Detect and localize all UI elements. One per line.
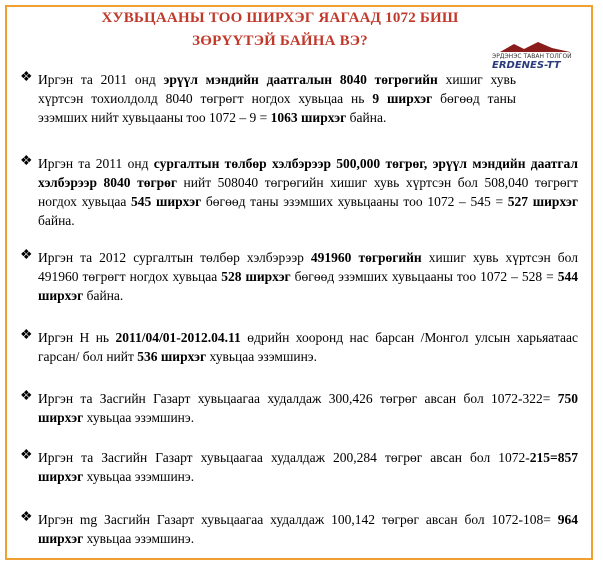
list-item — [20, 248, 578, 305]
list-item — [20, 389, 578, 427]
list-item — [20, 154, 579, 230]
bullet-icon: ❖ — [20, 328, 33, 343]
mountain-icon — [500, 42, 570, 52]
bold-text-segment: 964 ширхэг — [38, 512, 578, 546]
list-item-text — [38, 510, 578, 548]
list-item-text — [38, 448, 578, 486]
bullet-icon: ❖ — [20, 389, 33, 404]
list-item-text — [38, 70, 516, 127]
list-item — [20, 448, 578, 486]
text-segment: бөгөөд таны эзэмших хувьцааны тоо 1072 – 545 = — [201, 194, 508, 209]
bold-text-segment: 528 ширхэг — [221, 269, 291, 284]
bullet-icon: ❖ — [20, 154, 33, 169]
bold-text-segment: 545 ширхэг — [131, 194, 202, 209]
bullet-icon: ❖ — [20, 70, 33, 85]
text-segment: байна. — [38, 213, 75, 228]
bold-text-segment: 750 ширхэг — [38, 391, 578, 425]
list-item — [20, 70, 516, 127]
logo-bottom-text: ERDENES-TT — [492, 60, 561, 71]
text-segment: Иргэн та Засгийн Газарт хувьцаагаа худалдаж 200,284 төгрөг авсан бол 1072- — [38, 450, 530, 465]
bold-text-segment: 2011/04/01-2012.04.11 — [115, 330, 241, 345]
text-segment: Иргэн та 2011 онд — [38, 72, 164, 87]
bold-text-segment: эрүүл мэндийн даатгалын 8040 төгрөгийн — [163, 72, 438, 87]
list-item-text — [38, 248, 578, 305]
bold-text-segment: 527 ширхэг — [507, 194, 578, 209]
text-segment: хувьцаа эзэмшинэ. — [83, 410, 195, 425]
logo-top-text: ЭРДЭНЭС ТАВАН ТОЛГОЙ — [492, 53, 572, 60]
bullet-icon: ❖ — [20, 248, 33, 263]
text-segment: байна. — [346, 110, 387, 125]
bold-text-segment: 536 ширхэг — [137, 349, 207, 364]
text-segment: нийт 508040 төгрөгийн хишиг хувь хүртсэн бол 508,040 төгрөгт ногдох хувьцаа — [38, 175, 579, 209]
text-segment: бөгөөд таны эзэмших нийт хувьцааны тоо 1072 – 9 = — [38, 91, 516, 125]
bullet-icon: ❖ — [20, 510, 33, 525]
title-line-1: ХУВЬЦААНЫ ТОО ШИРХЭГ ЯАГААД 1072 БИШ — [101, 10, 459, 26]
bold-text-segment: 544 ширхэг — [38, 269, 578, 303]
title-line-2: ЗӨРҮҮТЭЙ БАЙНА ВЭ? — [192, 33, 368, 49]
bold-text-segment: 215=857 ширхэг — [38, 450, 578, 484]
list-item-text — [38, 328, 578, 366]
text-segment: хувьцаа эзэмшинэ. — [83, 469, 195, 484]
text-segment: бөгөөд эзэмших хувьцааны тоо 1072 – 528 = — [290, 269, 558, 284]
list-item — [20, 328, 578, 366]
bold-text-segment: 491960 төгрөгийн — [310, 250, 422, 265]
text-segment: Иргэн та 2011 онд — [38, 156, 154, 171]
text-segment: байна. — [83, 288, 124, 303]
bold-text-segment: 9 ширхэг — [372, 91, 433, 106]
text-segment: хувьцаа эзэмшинэ. — [206, 349, 317, 364]
text-segment: өдрийн хооронд нас барсан /Монгол улсын харьяатаас гарсан/ бол нийт — [38, 330, 578, 364]
text-segment: Иргэн Н нь — [38, 330, 116, 345]
text-segment: хишиг хувь хүртсэн бол 491960 төгрөгт ногдох хувьцаа — [38, 250, 578, 284]
text-segment: хишиг хувь хүртсэн тохиолдолд 8040 төгрөгт ногдох хувьцаа нь — [38, 72, 516, 106]
list-item-text — [38, 389, 578, 427]
bullet-icon: ❖ — [20, 448, 33, 463]
text-segment: хувьцаа эзэмшинэ. — [83, 531, 195, 546]
text-segment: Иргэн та Засгийн Газарт хувьцаагаа худалдаж 300,426 төгрөг авсан бол 1072-322= — [38, 391, 558, 406]
list-item-text — [38, 154, 578, 230]
list-item — [20, 510, 578, 548]
text-segment: Иргэн mg Засгийн Газарт хувьцаагаа худалдаж 100,142 төгрөг авсан бол 1072-108= — [38, 512, 558, 527]
bold-text-segment: сургалтын төлбөр хэлбэрээр 500,000 төгрөг, эрүүл мэндийн даатгал хэлбэрээр 8040 төгрөг — [38, 156, 578, 190]
bold-text-segment: 1063 ширхэг — [270, 110, 347, 125]
text-segment: Иргэн та 2012 сургалтын төлбөр хэлбэрээр — [38, 250, 311, 265]
